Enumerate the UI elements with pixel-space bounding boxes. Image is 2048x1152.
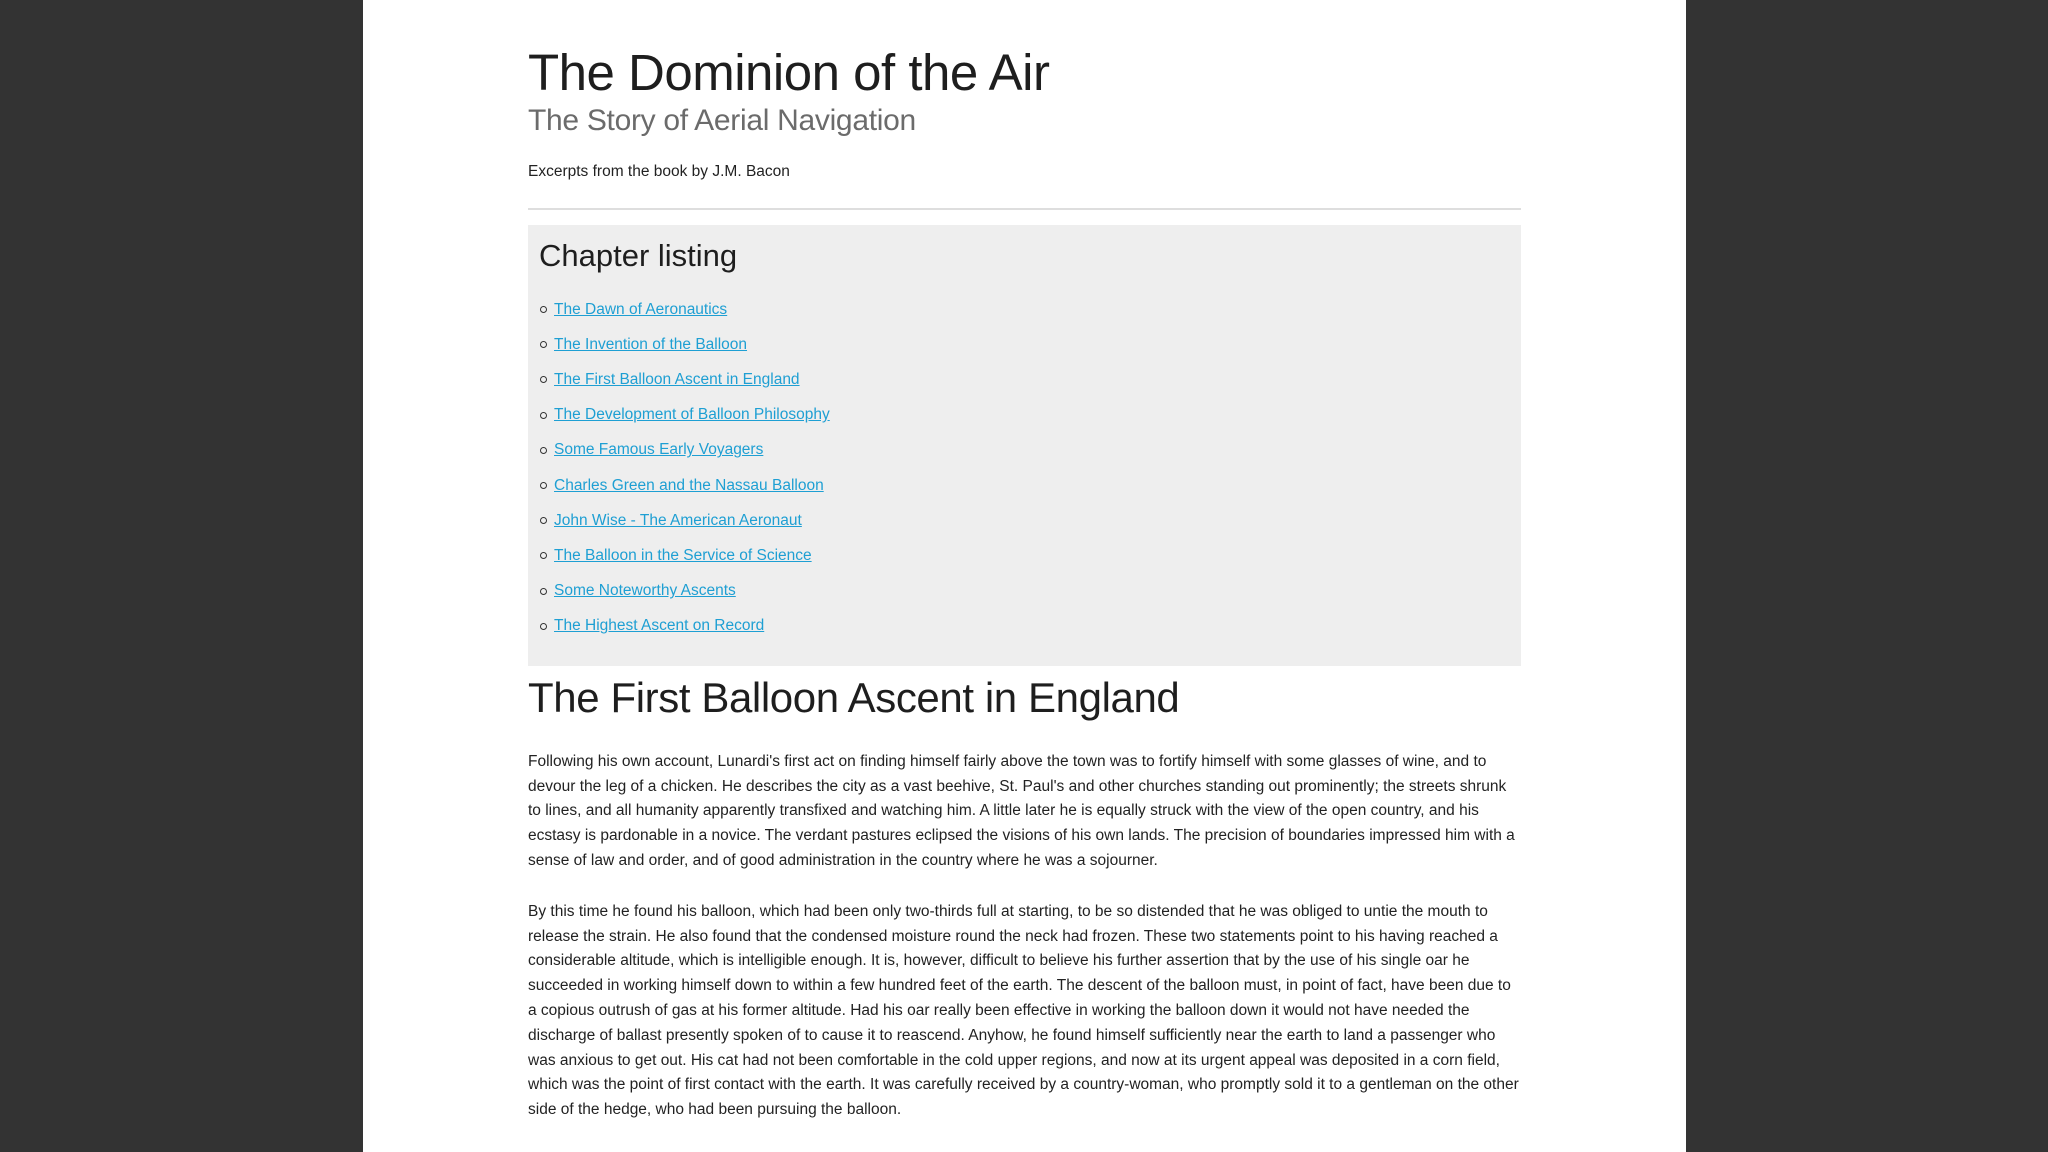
chapter-item xyxy=(539,609,1510,644)
chapter-link[interactable]: The Dawn of Aeronautics xyxy=(554,300,728,318)
chapter-link[interactable]: Some Famous Early Voyagers xyxy=(554,441,764,459)
circle-bullet-icon xyxy=(540,482,547,489)
circle-bullet-icon xyxy=(540,306,547,313)
chapter-item xyxy=(539,327,1510,362)
chapter-item xyxy=(539,292,1510,327)
byline: Excerpts from the book by J.M. Bacon xyxy=(528,163,790,180)
chapter-item xyxy=(539,538,1510,573)
circle-bullet-icon xyxy=(540,376,547,383)
divider xyxy=(528,208,1521,210)
circle-bullet-icon xyxy=(540,552,547,559)
chapter-link[interactable]: The Balloon in the Service of Science xyxy=(554,546,812,564)
circle-bullet-icon xyxy=(540,341,547,348)
chapter-link[interactable]: The Highest Ascent on Record xyxy=(554,617,765,635)
circle-bullet-icon xyxy=(540,588,547,595)
chapter-item xyxy=(539,362,1510,397)
chapter-item xyxy=(539,433,1510,468)
circle-bullet-icon xyxy=(540,447,547,454)
chapter-link[interactable]: The Invention of the Balloon xyxy=(554,335,748,353)
circle-bullet-icon xyxy=(540,412,547,419)
chapter-link[interactable]: Charles Green and the Nassau Balloon xyxy=(554,476,824,494)
chapter-item xyxy=(539,468,1510,503)
chapter-item xyxy=(539,503,1510,538)
article-paragraph: Following his own account, Lunardi's first act on finding himself fairly above the town was to fortify himself with some glasses of wine, and to devour the leg of a chicken. He describes the city as a vast beehive, St. Paul's and other churches standing out prominently; the streets shrunk to lines, and all humanity apparently transfixed and watching him. A little later he is equally struck with the view of the open country, and his ecstasy is pardonable in a novice. The verdant pastures eclipsed the visions of his own lands. The precision of boundaries impressed him with a sense of law and order, and of good administration in the country where he was a sojourner. xyxy=(528,752,1515,870)
article-paragraph: By this time he found his balloon, which had been only two-thirds full at starting, to be so distended that he was obliged to untie the mouth to release the strain. He also found that the condensed moisture round the neck had frozen. These two statements point to his having reached a considerable altitude, which is intelligible enough. It is, however, difficult to believe his further assertion that by the use of his single oar he succeeded in working himself down to within a few hundred feet of the earth. The descent of the balloon must, in point of fact, have been due to a copious outrush of gas at his former altitude. Had his oar really been effective in working the balloon down it would not have needed the discharge of ballast presently spoken of to cause it to reascend. Anyhow, he found himself sufficiently near the earth to land a passenger who was anxious to get out. His cat had not been comfortable in the cold upper regions, and now at its urgent appeal was deposited in a corn field, which was the point of first contact with the earth. It was carefully received by a country-woman, who promptly sold it to a gentleman on the other side of the hedge, who had been pursuing the balloon. xyxy=(528,902,1519,1119)
chapter-link[interactable]: The Development of Balloon Philosophy xyxy=(554,406,830,424)
circle-bullet-icon xyxy=(540,517,547,524)
chapter-link[interactable]: John Wise - The American Aeronaut xyxy=(554,511,802,529)
content-column xyxy=(528,0,1521,1123)
site-title: The Dominion of the Air xyxy=(528,44,1050,101)
chapter-link[interactable]: The First Balloon Ascent in England xyxy=(554,370,800,388)
article-title: The First Balloon Ascent in England xyxy=(528,673,1180,721)
chapter-listing-heading: Chapter listing xyxy=(539,238,738,273)
chapter-list xyxy=(539,292,1510,644)
chapter-item xyxy=(539,398,1510,433)
chapter-listing xyxy=(528,225,1521,666)
site-subtitle: The Story of Aerial Navigation xyxy=(528,104,916,137)
page xyxy=(363,0,1686,1152)
chapter-link[interactable]: Some Noteworthy Ascents xyxy=(554,582,736,600)
circle-bullet-icon xyxy=(540,623,547,630)
chapter-item xyxy=(539,574,1510,609)
